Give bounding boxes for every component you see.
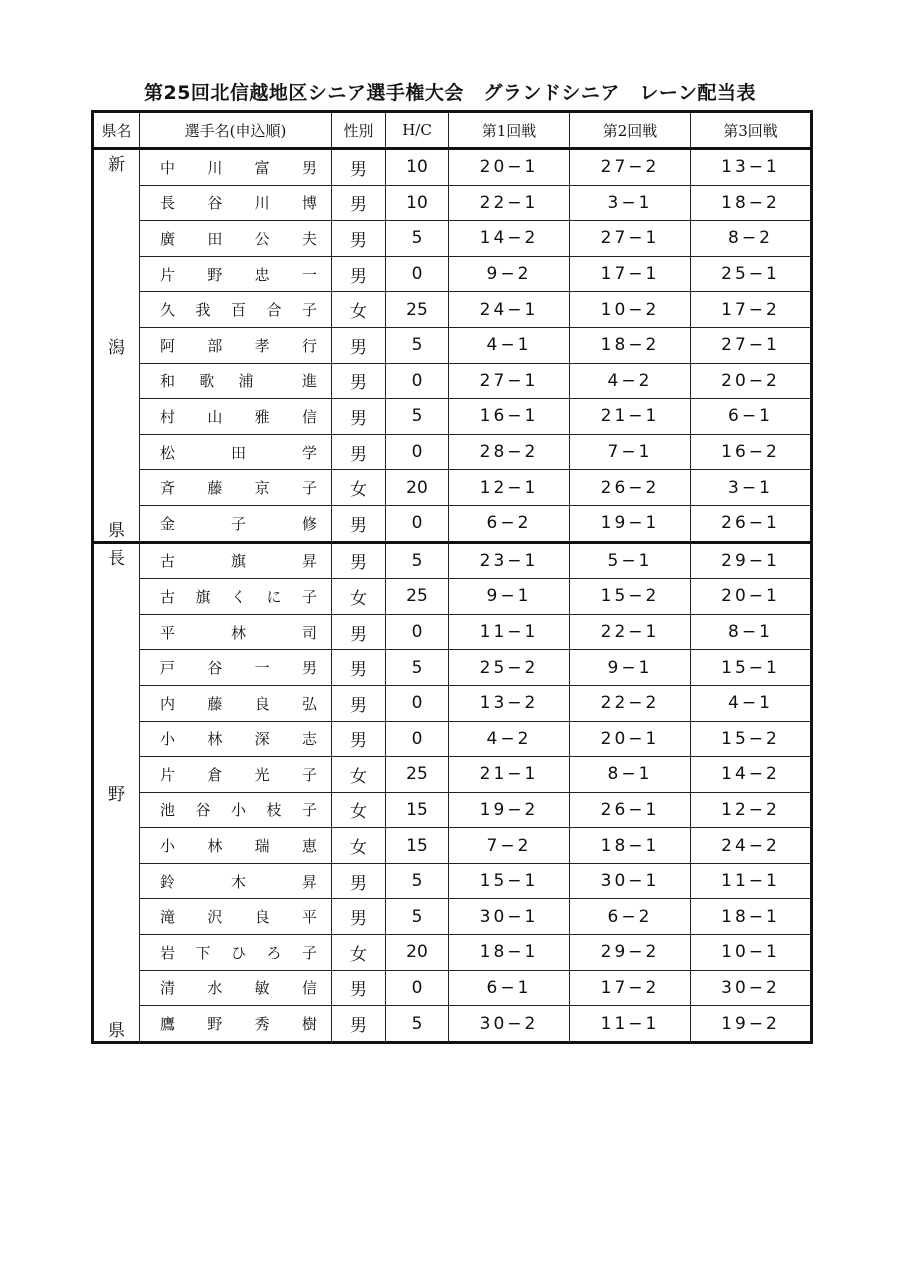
player-name-cell [140,434,332,470]
player-sex: 男 [332,542,386,579]
lane-round3: 17−2 [691,292,812,328]
lane-round2: 19−1 [570,505,691,542]
player-name-cell [140,292,332,328]
table-row [93,828,812,864]
lane-round2: 22−1 [570,614,691,650]
lane-assignment-table [91,110,813,1044]
table-row [93,935,812,971]
player-sex: 男 [332,505,386,542]
lane-round3: 20−2 [691,363,812,399]
lane-round1: 30−1 [449,899,570,935]
table-row [93,434,812,470]
lane-round2: 22−2 [570,685,691,721]
player-name-cell [140,828,332,864]
player-name-cell [140,327,332,363]
prefecture-char: 野 [108,784,125,805]
prefecture-char: 県 [108,520,125,541]
prefecture-char: 県 [108,1020,125,1041]
player-handicap: 0 [386,970,449,1006]
player-handicap: 5 [386,863,449,899]
lane-round1: 30−2 [449,1006,570,1043]
lane-round1: 4−1 [449,327,570,363]
player-sex: 男 [332,614,386,650]
lane-round2: 11−1 [570,1006,691,1043]
player-name-char: 恵 [301,837,317,856]
player-name-char: 昇 [301,552,317,571]
player-name-char: 子 [301,587,317,606]
lane-round2: 27−2 [570,149,691,186]
player-name-char: 秀 [254,1015,270,1034]
player-handicap: 0 [386,363,449,399]
player-name-char: 信 [301,979,317,998]
player-handicap: 10 [386,185,449,221]
table-row [93,363,812,399]
table-row [93,470,812,506]
player-sex: 男 [332,1006,386,1043]
player-name-char: 進 [301,372,317,391]
prefecture-cell [93,149,140,543]
player-sex: 女 [332,579,386,615]
player-name-char: く [230,587,246,606]
prefecture-char: 潟 [108,337,125,358]
player-name-cell [140,685,332,721]
table-row [93,614,812,650]
player-sex: 女 [332,292,386,328]
player-name-cell [140,757,332,793]
header-hc: H/C [386,112,449,149]
player-name-char: 信 [301,407,317,426]
player-name-cell [140,542,332,579]
player-name-char: 良 [254,908,270,927]
player-name-char: 林 [207,837,223,856]
player-handicap: 20 [386,935,449,971]
player-name-char: 歌 [199,372,215,391]
lane-round2: 18−1 [570,828,691,864]
lane-round3: 8−1 [691,614,812,650]
player-name-char: 田 [207,229,223,248]
lane-round2: 3−1 [570,185,691,221]
player-name-char: 鷹 [160,1015,176,1034]
player-name-char: 小 [160,730,176,749]
player-name-char: 岩 [160,943,176,962]
player-name-char: 田 [230,443,246,462]
player-name-char: 藤 [207,694,223,713]
player-name-char: 野 [207,265,223,284]
player-handicap: 25 [386,757,449,793]
player-sex: 男 [332,721,386,757]
lane-round1: 13−2 [449,685,570,721]
lane-round1: 19−2 [449,792,570,828]
header-pref: 県名 [93,112,140,149]
player-name-char: 一 [254,659,270,678]
lane-round3: 24−2 [691,828,812,864]
table-row [93,1006,812,1043]
player-name-char: 旗 [230,552,246,571]
player-name-char: 公 [254,229,270,248]
lane-round2: 9−1 [570,650,691,686]
table-row [93,899,812,935]
player-name-cell [140,185,332,221]
table-row [93,579,812,615]
player-name-char: 村 [160,407,176,426]
table-row [93,256,812,292]
player-name-char: 一 [301,265,317,284]
player-name-cell [140,935,332,971]
player-sex: 男 [332,221,386,257]
player-name-char: 弘 [301,694,317,713]
lane-round1: 25−2 [449,650,570,686]
player-name-char: 中 [160,158,176,177]
player-name-char: 林 [207,730,223,749]
table-row [93,292,812,328]
player-name-char: 光 [254,765,270,784]
lane-round1: 23−1 [449,542,570,579]
lane-round1: 11−1 [449,614,570,650]
lane-round2: 7−1 [570,434,691,470]
player-name-char: 平 [301,908,317,927]
table-row [93,685,812,721]
player-name-char: 沢 [207,908,223,927]
player-sex: 女 [332,935,386,971]
lane-round1: 9−2 [449,256,570,292]
player-name-char: に [266,587,282,606]
player-name-char: 浦 [238,372,254,391]
player-sex: 女 [332,470,386,506]
player-name-char: 林 [230,623,246,642]
player-name-char: 平 [160,623,176,642]
lane-round3: 8−2 [691,221,812,257]
player-handicap: 20 [386,470,449,506]
lane-round3: 10−1 [691,935,812,971]
player-handicap: 0 [386,505,449,542]
player-name-cell [140,363,332,399]
player-sex: 男 [332,685,386,721]
prefecture-char: 新 [108,155,125,175]
player-name-char: 川 [207,158,223,177]
document-title: 第25回北信越地区シニア選手権大会 グランドシニア レーン配当表 [143,82,757,104]
player-name-cell [140,149,332,186]
player-name-char: 我 [195,301,211,320]
lane-round1: 21−1 [449,757,570,793]
lane-round1: 24−1 [449,292,570,328]
lane-round2: 15−2 [570,579,691,615]
lane-round3: 4−1 [691,685,812,721]
header-round1: 第1回戦 [449,112,570,149]
lane-round1: 6−2 [449,505,570,542]
player-name-cell [140,899,332,935]
player-name-char: 清 [160,979,176,998]
player-handicap: 5 [386,1006,449,1043]
player-name-cell [140,221,332,257]
player-name-char: 子 [301,765,317,784]
lane-round2: 29−2 [570,935,691,971]
lane-round2: 10−2 [570,292,691,328]
prefecture-char: 長 [108,548,125,569]
lane-round3: 15−1 [691,650,812,686]
player-name-char: 樹 [301,1015,317,1034]
lane-round2: 20−1 [570,721,691,757]
player-name-char: 子 [301,943,317,962]
player-name-char: 行 [301,336,317,355]
player-name-char: 部 [207,336,223,355]
prefecture-cell [93,542,140,1042]
player-name-char: 谷 [207,194,223,213]
player-name-char: 雅 [254,407,270,426]
lane-round1: 28−2 [449,434,570,470]
header-row [93,112,812,149]
player-name-char: 学 [301,443,317,462]
player-name-char: 長 [160,194,176,213]
lane-round3: 20−1 [691,579,812,615]
player-handicap: 5 [386,650,449,686]
lane-round1: 16−1 [449,399,570,435]
player-name-char: 子 [301,301,317,320]
player-name-char: 廣 [160,229,176,248]
lane-round3: 14−2 [691,757,812,793]
lane-round2: 17−1 [570,256,691,292]
player-name-char: 阿 [160,336,176,355]
player-name-char: 深 [254,730,270,749]
lane-round1: 7−2 [449,828,570,864]
lane-round2: 5−1 [570,542,691,579]
lane-round1: 27−1 [449,363,570,399]
player-name-char: 小 [160,837,176,856]
player-name-char: 谷 [195,801,211,820]
lane-round2: 18−2 [570,327,691,363]
table-row [93,399,812,435]
header-round3: 第3回戦 [691,112,812,149]
player-name-cell [140,970,332,1006]
player-sex: 女 [332,828,386,864]
player-name-char: 水 [207,979,223,998]
player-handicap: 5 [386,899,449,935]
player-name-char: 金 [160,514,176,533]
player-handicap: 5 [386,221,449,257]
lane-round1: 12−1 [449,470,570,506]
player-name-char: ひ [230,943,246,962]
table-row [93,863,812,899]
lane-round3: 6−1 [691,399,812,435]
player-handicap: 0 [386,721,449,757]
player-name-char: 小 [230,801,246,820]
player-sex: 女 [332,792,386,828]
player-name-char: 谷 [207,659,223,678]
player-sex: 男 [332,256,386,292]
lane-round1: 15−1 [449,863,570,899]
table-row [93,757,812,793]
player-sex: 男 [332,650,386,686]
player-name-char: 忠 [254,265,270,284]
player-name-char: 敏 [254,979,270,998]
player-name-char: 富 [254,158,270,177]
lane-round2: 21−1 [570,399,691,435]
player-name-cell [140,792,332,828]
lane-round1: 20−1 [449,149,570,186]
lane-round2: 27−1 [570,221,691,257]
player-name-char: 古 [160,552,176,571]
player-name-char: 下 [195,943,211,962]
player-name-char: 孝 [254,336,270,355]
player-name-char: 木 [230,872,246,891]
player-sex: 男 [332,149,386,186]
table-row [93,650,812,686]
player-name-char: 戸 [160,659,176,678]
player-handicap: 5 [386,327,449,363]
player-name-char: 片 [160,765,176,784]
player-name-char: 久 [160,301,176,320]
player-handicap: 0 [386,434,449,470]
player-name-cell [140,1006,332,1043]
header-name: 選手名(申込順) [140,112,332,149]
player-handicap: 0 [386,256,449,292]
player-name-char: 川 [254,194,270,213]
lane-round3: 26−1 [691,505,812,542]
player-name-char: 合 [266,301,282,320]
table-row [93,792,812,828]
player-name-char: 良 [254,694,270,713]
player-name-char: 司 [301,623,317,642]
table-row [93,970,812,1006]
player-name-char: 子 [230,514,246,533]
player-name-char: 山 [207,407,223,426]
player-name-char: 子 [301,801,317,820]
table-body [93,149,812,1043]
player-name-char: 旗 [195,587,211,606]
lane-round1: 9−1 [449,579,570,615]
player-sex: 男 [332,185,386,221]
lane-round1: 4−2 [449,721,570,757]
player-sex: 女 [332,757,386,793]
player-name-char: 滝 [160,908,176,927]
player-name-cell [140,650,332,686]
player-sex: 男 [332,399,386,435]
lane-round3: 16−2 [691,434,812,470]
player-name-cell [140,721,332,757]
player-sex: 男 [332,363,386,399]
player-handicap: 25 [386,292,449,328]
player-name-char: 片 [160,265,176,284]
player-handicap: 0 [386,685,449,721]
lane-round1: 18−1 [449,935,570,971]
lane-round3: 3−1 [691,470,812,506]
lane-round3: 27−1 [691,327,812,363]
player-handicap: 10 [386,149,449,186]
lane-round2: 6−2 [570,899,691,935]
player-handicap: 5 [386,542,449,579]
lane-round1: 6−1 [449,970,570,1006]
player-name-char: 男 [301,158,317,177]
player-name-char: 百 [230,301,246,320]
lane-round3: 19−2 [691,1006,812,1043]
header-round2: 第2回戦 [570,112,691,149]
player-name-char: 古 [160,587,176,606]
player-name-char: 池 [160,801,176,820]
player-name-char: 斉 [160,479,176,498]
player-name-char: 博 [301,194,317,213]
player-name-char: 瑞 [254,837,270,856]
player-name-cell [140,505,332,542]
player-name-char: 枝 [266,801,282,820]
table-row [93,149,812,186]
player-sex: 男 [332,434,386,470]
player-name-char: 男 [301,659,317,678]
lane-round3: 13−1 [691,149,812,186]
lane-round3: 18−1 [691,899,812,935]
player-name-char: 松 [160,443,176,462]
player-name-char: 内 [160,694,176,713]
player-sex: 男 [332,327,386,363]
table-row [93,327,812,363]
lane-round2: 17−2 [570,970,691,1006]
player-name-cell [140,863,332,899]
lane-round3: 25−1 [691,256,812,292]
lane-round3: 12−2 [691,792,812,828]
player-name-char: 夫 [301,229,317,248]
table-row [93,185,812,221]
player-handicap: 15 [386,828,449,864]
player-name-char: 修 [301,514,317,533]
player-name-char: 藤 [207,479,223,498]
player-sex: 男 [332,899,386,935]
lane-round1: 14−2 [449,221,570,257]
lane-round3: 29−1 [691,542,812,579]
player-name-cell [140,399,332,435]
lane-round3: 18−2 [691,185,812,221]
player-name-char: 昇 [301,872,317,891]
lane-round2: 4−2 [570,363,691,399]
player-handicap: 0 [386,614,449,650]
lane-round3: 11−1 [691,863,812,899]
player-name-cell [140,614,332,650]
player-name-char: 子 [301,479,317,498]
player-name-char: 鈴 [160,872,176,891]
player-name-cell [140,470,332,506]
table-row [93,505,812,542]
player-name-cell [140,256,332,292]
player-sex: 男 [332,970,386,1006]
player-name-char: 野 [207,1015,223,1034]
player-handicap: 15 [386,792,449,828]
lane-round2: 26−1 [570,792,691,828]
table-row [93,221,812,257]
player-name-char: 倉 [207,765,223,784]
lane-round2: 30−1 [570,863,691,899]
table-row [93,542,812,579]
player-handicap: 5 [386,399,449,435]
player-handicap: 25 [386,579,449,615]
table-row [93,721,812,757]
lane-round3: 15−2 [691,721,812,757]
player-sex: 男 [332,863,386,899]
player-name-char: 和 [160,372,176,391]
lane-round2: 8−1 [570,757,691,793]
player-name-char: ろ [266,943,282,962]
lane-round2: 26−2 [570,470,691,506]
player-name-char: 志 [301,730,317,749]
lane-round1: 22−1 [449,185,570,221]
header-sex: 性別 [332,112,386,149]
lane-round3: 30−2 [691,970,812,1006]
player-name-cell [140,579,332,615]
player-name-char: 京 [254,479,270,498]
